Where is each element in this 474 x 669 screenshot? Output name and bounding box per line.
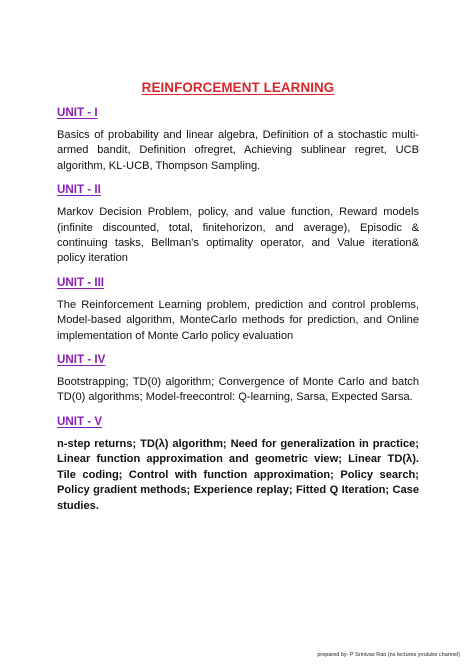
unit-heading: UNIT - I — [57, 106, 98, 119]
unit-section-5 — [57, 415, 419, 514]
unit-content: n-step returns; TD(λ) algorithm; Need for generalization in practice; Linear function approximation and geometric view; Linear TD(λ). Tile coding; Control with function approximation; Policy search; Policy gradient methods; Experience replay; Fitted Q Iteration; Case studies. — [57, 437, 419, 512]
unit-content: The Reinforcement Learning problem, prediction and control problems, Model-based algorithm, MonteCarlo methods for prediction, and Online implementation of Monte Carlo policy evaluation — [57, 298, 419, 342]
unit-content: Bootstrapping; TD(0) algorithm; Convergence of Monte Carlo and batch TD(0) algorithms; Model-freecontrol: Q-learning, Sarsa, Expected Sarsa. — [57, 376, 419, 404]
unit-section-4 — [57, 353, 419, 406]
unit-content: Markov Decision Problem, policy, and value function, Reward models (infinite discounted, total, finitehorizon, and average), Episodic & continuing tasks, Bellman's optimality operator, and Value iteration& policy iteration — [57, 206, 419, 265]
footer-credit: prepared by- P Srinivas Rao (ns lectures youtube channel) — [317, 652, 460, 658]
unit-section-2 — [57, 183, 419, 267]
unit-heading: UNIT - IV — [57, 353, 106, 367]
document-page — [57, 80, 419, 523]
unit-heading: UNIT - III — [57, 275, 105, 289]
unit-heading: UNIT - II — [57, 183, 101, 197]
unit-section-3 — [57, 276, 419, 344]
unit-heading: UNIT - V — [57, 414, 103, 428]
document-title: REINFORCEMENT LEARNING — [141, 80, 335, 95]
unit-section-1 — [57, 106, 419, 174]
unit-content: Basics of probability and linear algebra, Definition of a stochastic multi-armed bandit, Definition ofregret, Achieving sublinear regret, UCB algorithm, KL-UCB, Thompson Sampling. — [57, 129, 419, 172]
